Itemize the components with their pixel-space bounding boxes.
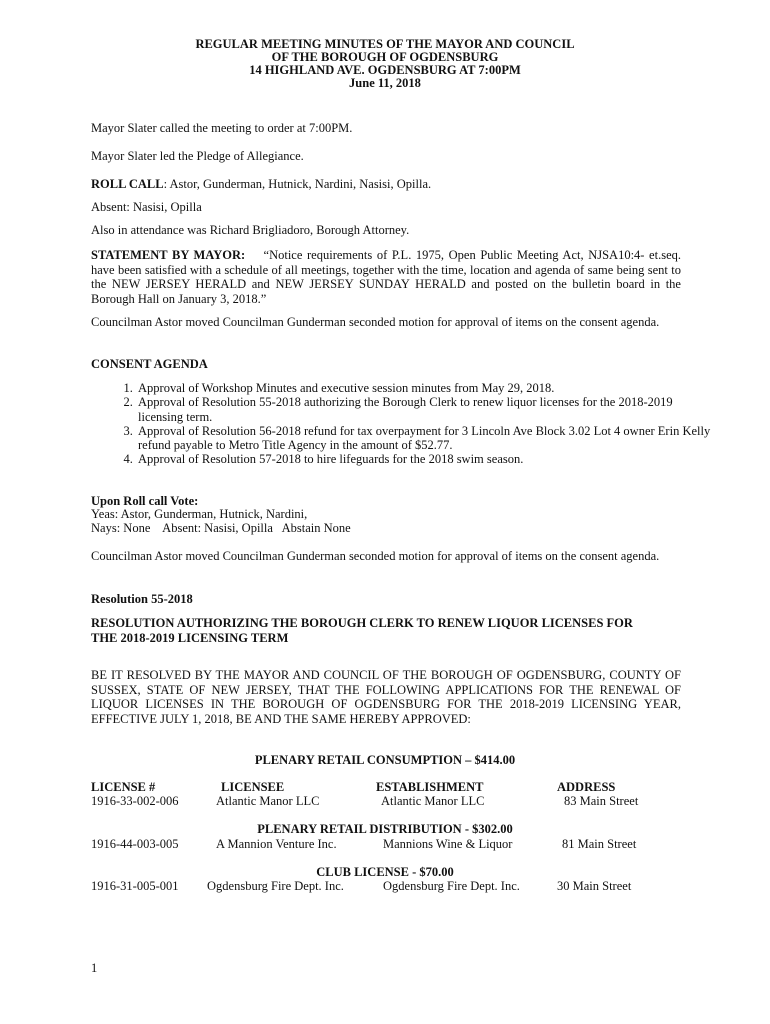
establishment: Mannions Wine & Liquor (383, 837, 513, 851)
section-heading-consumption: PLENARY RETAIL CONSUMPTION – $414.00 (254, 753, 516, 767)
license-number: 1916-33-002-006 (91, 794, 179, 808)
section-heading-club: CLUB LICENSE - $70.00 (316, 865, 454, 879)
consent-motion-2: Councilman Astor moved Councilman Gunderman seconded motion for approval of items on the consent agenda. (91, 549, 660, 563)
address: 81 Main Street (562, 837, 637, 851)
resolution-number: Resolution 55-2018 (91, 592, 193, 606)
mayor-statement (91, 248, 685, 306)
statement-label: STATEMENT BY MAYOR: (91, 248, 246, 262)
licensee: Ogdensburg Fire Dept. Inc. (207, 879, 344, 893)
attendance: Also in attendance was Richard Brigliadoro, Borough Attorney. (91, 223, 410, 237)
roll-call (91, 177, 681, 192)
consent-motion: Councilman Astor moved Councilman Gunderman seconded motion for approval of items on the consent agenda. (91, 315, 660, 329)
address: 83 Main Street (564, 794, 639, 808)
page-number: 1 (91, 961, 98, 975)
consent-item: 4. Approval of Resolution 57-2018 to hire lifeguards for the 2018 swim season. (136, 452, 716, 466)
title-line-3: 14 HIGHLAND AVE. OGDENSBURG AT 7:00PM (249, 63, 521, 77)
license-number: 1916-31-005-001 (91, 879, 179, 893)
roll-call-label: ROLL CALL (91, 177, 164, 191)
address: 30 Main Street (557, 879, 632, 893)
vote-heading: Upon Roll call Vote: (91, 494, 199, 508)
consent-item: 2. Approval of Resolution 55-2018 authorizing the Borough Clerk to renew liquor licenses for the 2018-2019 licensing term. (136, 395, 716, 424)
section-heading-distribution: PLENARY RETAIL DISTRIBUTION - $302.00 (257, 822, 513, 836)
license-number: 1916-44-003-005 (91, 837, 179, 851)
call-to-order: Mayor Slater called the meeting to order at 7:00PM. (91, 121, 353, 135)
statement-text: “Notice requirements of P.L. 1975, Open Public Meeting Act, NJSA10:4- et.seq. have been satisfied with a schedule of all meetings, together with the time, location and agenda of same being sent to the NEW JERSEY HERALD and NEW JERSEY SUNDAY HERALD and posted on the bulletin board in the Borough Hall on January 3, 2018.” (91, 248, 685, 306)
establishment: Atlantic Manor LLC (381, 794, 485, 808)
title-line-1: REGULAR MEETING MINUTES OF THE MAYOR AND COUNCIL (195, 37, 575, 51)
vote-nays: Nays: None Absent: Nasisi, Opilla Abstain None (91, 521, 351, 535)
col-address: ADDRESS (557, 780, 616, 794)
col-establishment: ESTABLISHMENT (376, 780, 484, 794)
resolution-title: RESOLUTION AUTHORIZING THE BOROUGH CLERK TO RENEW LIQUOR LICENSES FOR THE 2018-2019 LICENSING TERM (91, 616, 633, 645)
establishment: Ogdensburg Fire Dept. Inc. (383, 879, 520, 893)
licensee: A Mannion Venture Inc. (216, 837, 337, 851)
consent-item: 1. Approval of Workshop Minutes and executive session minutes from May 29, 2018. (136, 381, 716, 395)
consent-item: 3. Approval of Resolution 56-2018 refund for tax overpayment for 3 Lincoln Ave Block 3.02 Lot 4 owner Erin Kelly refund payable to Metro Title Agency in the amount of $52.77. (136, 424, 716, 453)
consent-agenda-heading: CONSENT AGENDA (91, 357, 208, 371)
resolved-text: BE IT RESOLVED BY THE MAYOR AND COUNCIL OF THE BOROUGH OF OGDENSBURG, COUNTY OF SUSSEX, STATE OF NEW JERSEY, THAT THE FOLLOWING APPLICATIONS FOR THE RENEWAL OF LIQUOR LICENSES IN THE BOROUGH OF OGDENSBURG FOR THE 2018-2019 LICENSING YEAR, EFFECTIVE JULY 1, 2018, BE AND THE SAME HEREBY APPROVED: (91, 668, 681, 726)
consent-agenda-list (91, 381, 716, 467)
roll-call-members: : Astor, Gunderman, Hutnick, Nardini, Nasisi, Opilla. (163, 177, 432, 191)
meeting-date: June 11, 2018 (349, 76, 421, 90)
pledge: Mayor Slater led the Pledge of Allegiance. (91, 149, 304, 163)
licensee: Atlantic Manor LLC (216, 794, 320, 808)
title-line-2: OF THE BOROUGH OF OGDENSBURG (271, 50, 499, 64)
vote-yeas: Yeas: Astor, Gunderman, Hutnick, Nardini, (91, 507, 308, 521)
col-licensee: LICENSEE (221, 780, 285, 794)
absent-members: Absent: Nasisi, Opilla (91, 200, 202, 214)
col-license-number: LICENSE # (91, 780, 156, 794)
